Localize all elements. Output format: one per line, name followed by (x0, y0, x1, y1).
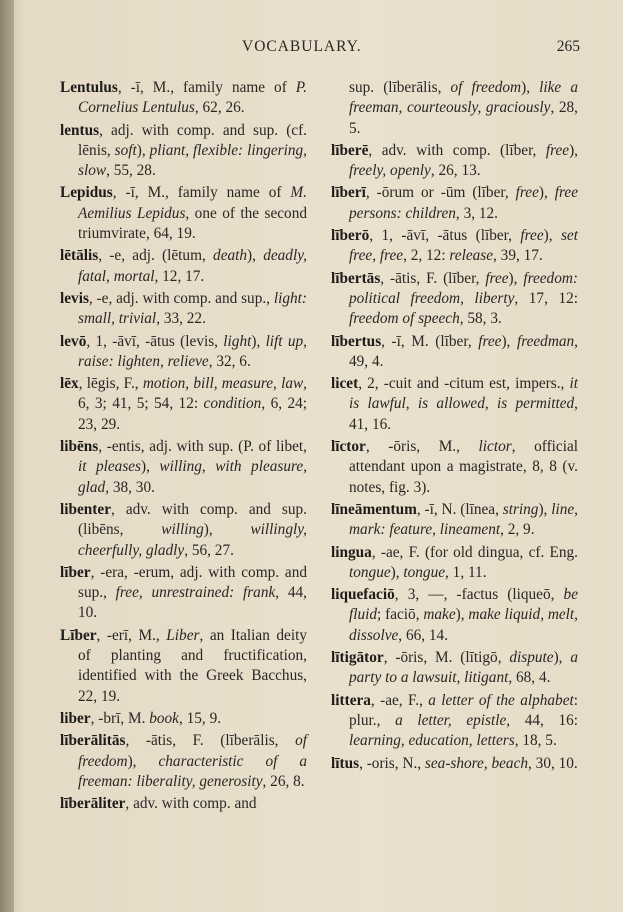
entry-definition-italic: freely, openly (349, 162, 431, 180)
right-column (331, 78, 578, 776)
entry-definition-italic: lictor (478, 438, 512, 456)
entry-text: , -entis, adj. with sup. (P. of libet, (98, 438, 307, 456)
entry-headword: līberī (331, 184, 366, 202)
entry-text: , 28, 5. (349, 99, 578, 137)
entry-definition-italic: freedman (516, 332, 575, 350)
entry-headword: līberāliter (60, 795, 126, 813)
entry-definition-italic: willingly, cheerfully, gladly (78, 521, 307, 559)
entry-headword: līber (60, 563, 91, 581)
entry-text: , 49, 4. (349, 332, 578, 370)
entry-text: , -ōris, M., (365, 438, 479, 456)
dictionary-entry (60, 332, 307, 373)
dictionary-entry (60, 183, 307, 244)
entry-text: , 39, 17. (493, 247, 543, 265)
entry-definition-italic: tongue (349, 563, 391, 581)
entry-definition-italic: pliant, flexible: lingering, slow (78, 141, 307, 180)
entry-text: , adv. with comp. (līber, (368, 141, 546, 159)
entry-definition-italic: be fluid (349, 586, 578, 624)
entry-definition-italic: make (423, 606, 456, 624)
entry-text: , 1, -āvī, -ātus (levis, (86, 332, 224, 350)
entry-headword: lībertās (331, 269, 381, 287)
dictionary-entry (331, 374, 578, 435)
entry-definition-italic: deadly, fatal, mortal (78, 247, 307, 285)
entry-text: , 56, 27. (184, 541, 234, 559)
entry-definition-italic: learning, education, letters (349, 732, 515, 750)
entry-headword: libenter (60, 500, 111, 518)
entry-text: , 44, 16: (506, 711, 578, 729)
entry-definition-italic: string (502, 500, 539, 518)
dictionary-entry (331, 332, 578, 373)
entry-definition-italic: set free, free (349, 227, 578, 265)
entry-text: ), (203, 521, 251, 539)
book-gutter (0, 0, 14, 912)
entry-headword: licet (331, 375, 359, 393)
entry-text: , -ōris, M. (lītigō, (383, 649, 510, 667)
entry-text: , -oris, N., (359, 754, 425, 772)
entry-definition-italic: death (213, 247, 248, 265)
dictionary-entry (331, 269, 578, 330)
entry-headword: levis (60, 289, 89, 307)
entry-text: , an Italian deity of planting and fructification, identified with the Greek Bacchus, 22, 19. (78, 626, 307, 705)
dictionary-entry (60, 731, 307, 792)
entry-definition-italic: willing (161, 521, 204, 539)
dictionary-entry (331, 585, 578, 646)
entry-definition-italic: like a freeman, courteously, graciously (349, 79, 578, 117)
entry-text: , lēgis, F., (78, 375, 143, 393)
entry-text: , -ae, F., (370, 691, 429, 709)
entry-text: , 62, 26. (194, 99, 245, 117)
entry-definition-italic: Liber (166, 626, 200, 644)
entry-text: ), (455, 606, 469, 624)
entry-definition-italic: P. Cornelius Lentulus (78, 79, 307, 117)
entry-definition-italic: free (520, 227, 544, 245)
entry-text: , 66, 14. (398, 626, 449, 644)
entry-definition-italic: willing, with pleasure, glad (78, 458, 307, 496)
entry-text: , 2, 12: (403, 247, 450, 265)
entry-definition-italic: light: small, trivial (78, 289, 307, 328)
entry-text: , 58, 3. (459, 310, 502, 328)
dictionary-entry (60, 374, 307, 435)
entry-text: , 2, -cuit and -citum est, impers., (358, 375, 570, 393)
left-column (60, 78, 307, 816)
entry-headword: lingua (331, 543, 372, 561)
entry-definition-italic: free (545, 141, 570, 159)
entry-text: , -era, -erum, adj. with comp. and sup., (78, 563, 307, 602)
entry-definition-italic: lift up, raise: lighten, relieve (78, 332, 307, 370)
entry-text: ), (141, 458, 160, 476)
entry-headword: lībertus (331, 332, 382, 350)
entry-headword: līberālitās (60, 732, 126, 750)
entry-text: , -ōrum or -ūm (līber, (365, 184, 516, 202)
entry-text: , -ī, N. (līnea, (416, 500, 503, 518)
entry-text: , 6, 3; 41, 5; 54, 12: (78, 375, 307, 413)
entry-headword: lentus (60, 121, 100, 139)
dictionary-entry (331, 183, 578, 224)
dictionary-entry (60, 500, 307, 561)
dictionary-entry (60, 246, 307, 287)
entry-text: , 32, 6. (208, 352, 251, 370)
entry-text: , 6, 24; 23, 29. (78, 395, 307, 433)
dictionary-entry (60, 78, 307, 119)
entry-definition-italic: freedom of speech (349, 310, 460, 328)
entry-definition-italic: release (449, 247, 494, 265)
entry-text: ), (569, 141, 578, 159)
entry-headword: lēx (60, 375, 79, 393)
dictionary-entry (331, 141, 578, 182)
entry-text: , 18, 5. (514, 732, 557, 750)
entry-text: , -ātis, F. (līberālis, (125, 732, 296, 750)
dictionary-entry (60, 709, 307, 729)
entry-definition-italic: sea-shore, beach (424, 754, 529, 772)
entry-headword: līberē (331, 141, 369, 159)
entry-text: ), (538, 184, 555, 202)
entry-definition-italic: free, unrestrained: frank (115, 584, 276, 602)
entry-text: , 12, 17. (154, 267, 205, 285)
entry-definition-italic: make liquid, melt, dissolve (349, 606, 578, 644)
entry-text: , -ae, F. (for old dingua, cf. Eng. (371, 543, 578, 561)
running-title: VOCABULARY. (242, 38, 362, 55)
entry-definition-italic: line, mark: feature, lineament (349, 500, 578, 539)
entry-definition-italic: dispute (509, 649, 554, 667)
entry-definition-italic: it is lawful, is allowed, is permitted (349, 375, 578, 413)
entry-text: sup. (līberālis, (349, 79, 451, 96)
entry-text: , 30, 10. (528, 754, 578, 772)
entry-text: , 3, 12. (455, 204, 498, 222)
entry-text: , -ī, M., family name of (117, 79, 296, 96)
entry-text: , 68, 4. (508, 669, 551, 687)
entry-definition-italic: characteristic of a freeman: liberality, generosity (78, 752, 307, 790)
entry-definition-italic: tongue (403, 563, 446, 581)
entry-text: ), (538, 500, 552, 518)
entry-text: , official attendant upon a magistrate, 8, 8 (v. notes, fig. 3). (349, 438, 578, 496)
entry-definition-italic: it pleases (78, 458, 142, 476)
entry-headword: līctor (331, 438, 366, 456)
entry-text: , 26, 8. (262, 772, 305, 790)
entry-text: ; faciō, (377, 606, 424, 624)
entry-text: ), (127, 752, 159, 770)
entry-text: : plur., (349, 691, 578, 729)
entry-text: ), (501, 332, 517, 350)
entry-text: , adj. with comp. and sup. (cf. lēnis, (78, 121, 307, 159)
entry-text: , -ātis, F. (līber, (380, 269, 486, 287)
entry-text: , 15, 9. (178, 709, 222, 727)
entry-text: , 3, —, -factus (liqueō, (394, 586, 564, 604)
dictionary-entry (60, 437, 307, 498)
entry-definition-italic: light (223, 332, 252, 350)
entry-definition-italic: a party to a lawsuit, litigant (349, 649, 578, 687)
dictionary-entry (331, 437, 578, 498)
entry-definition-italic: condition (203, 395, 262, 413)
entry-headword: liber (60, 709, 91, 727)
dictionary-entry (331, 691, 578, 752)
dictionary-entry (331, 78, 578, 139)
entry-headword: lītus (331, 754, 360, 772)
entry-text: ), (251, 332, 266, 350)
entry-headword: līneāmentum (331, 500, 417, 518)
entry-definition-italic: of freedom (78, 732, 307, 770)
entry-text: ), (543, 227, 561, 245)
entry-text: , -ī, M. (līber, (381, 332, 479, 350)
entry-headword: Lentulus (60, 79, 118, 96)
entry-text: , adv. with comp. and sup. (libēns, (78, 500, 307, 539)
dictionary-entry (60, 563, 307, 624)
entry-text: , 1, 11. (445, 563, 487, 581)
entry-text: ), (508, 269, 524, 287)
entry-headword: Līber (60, 626, 97, 644)
entry-text: , 26, 13. (430, 162, 481, 180)
entry-text: , adv. with comp. and (125, 795, 257, 813)
entry-definition-italic: free persons: children (349, 184, 578, 222)
entry-text: ), (247, 247, 264, 265)
entry-text: , one of the second triumvirate, 64, 19. (78, 204, 307, 243)
entry-headword: lītigātor (331, 649, 384, 667)
entry-headword: liquefaciō (331, 586, 395, 604)
entry-definition-italic: of freedom (450, 79, 522, 96)
dictionary-entry (331, 226, 578, 267)
entry-definition-italic: free (485, 269, 509, 287)
entry-headword: līberō (331, 227, 370, 245)
entry-definition-italic: free (478, 332, 502, 350)
entry-text: , 38, 30. (105, 478, 155, 496)
dictionary-entry (331, 648, 578, 689)
entry-text: , 55, 28. (106, 162, 156, 180)
entry-headword: libēns (60, 438, 99, 456)
dictionary-entry (60, 289, 307, 330)
entry-definition-italic: M. Aemilius Lepidus (78, 184, 307, 222)
entry-definition-italic: soft (114, 141, 137, 159)
entry-headword: Lepidus (60, 184, 113, 202)
entry-headword: levō (60, 332, 87, 350)
dictionary-entry (60, 121, 307, 182)
entry-definition-italic: a letter of the alphabet (428, 691, 574, 709)
entry-text: ), (136, 141, 150, 159)
dictionary-entry (331, 543, 578, 584)
entry-text: , 33, 22. (156, 310, 206, 328)
entry-text: , 44, 10. (78, 584, 307, 622)
entry-definition-italic: freedom: political freedom, liberty (349, 269, 578, 307)
entry-text: ), (390, 563, 404, 581)
entry-text: , 17, 12: (514, 289, 578, 307)
entry-definition-italic: a letter, epistle (395, 711, 507, 729)
entry-text: , 1, -āvī, -ātus (līber, (369, 227, 521, 245)
entry-text: , -brī, M. (90, 709, 150, 727)
entry-definition-italic: free (515, 184, 539, 202)
entry-headword: littera (331, 691, 371, 709)
entry-headword: lētālis (60, 247, 99, 265)
entry-definition-italic: book (149, 709, 179, 727)
page-number: 265 (556, 38, 580, 55)
entry-text: , -ī, M., family name of (112, 184, 291, 202)
entry-text: ), (553, 649, 571, 667)
dictionary-entry (331, 500, 578, 541)
entry-text: , -e, adj. (lētum, (98, 247, 214, 265)
dictionary-entry (60, 794, 307, 814)
entry-text: , -erī, M., (96, 626, 167, 644)
entry-definition-italic: motion, bill, measure, law (142, 375, 304, 393)
entry-text: , 41, 16. (349, 395, 578, 433)
entry-text: ), (521, 79, 540, 96)
dictionary-entry (60, 626, 307, 707)
dictionary-entry (331, 754, 578, 774)
entry-text: , 2, 9. (500, 521, 535, 539)
entry-text: , -e, adj. with comp. and sup., (88, 289, 274, 307)
